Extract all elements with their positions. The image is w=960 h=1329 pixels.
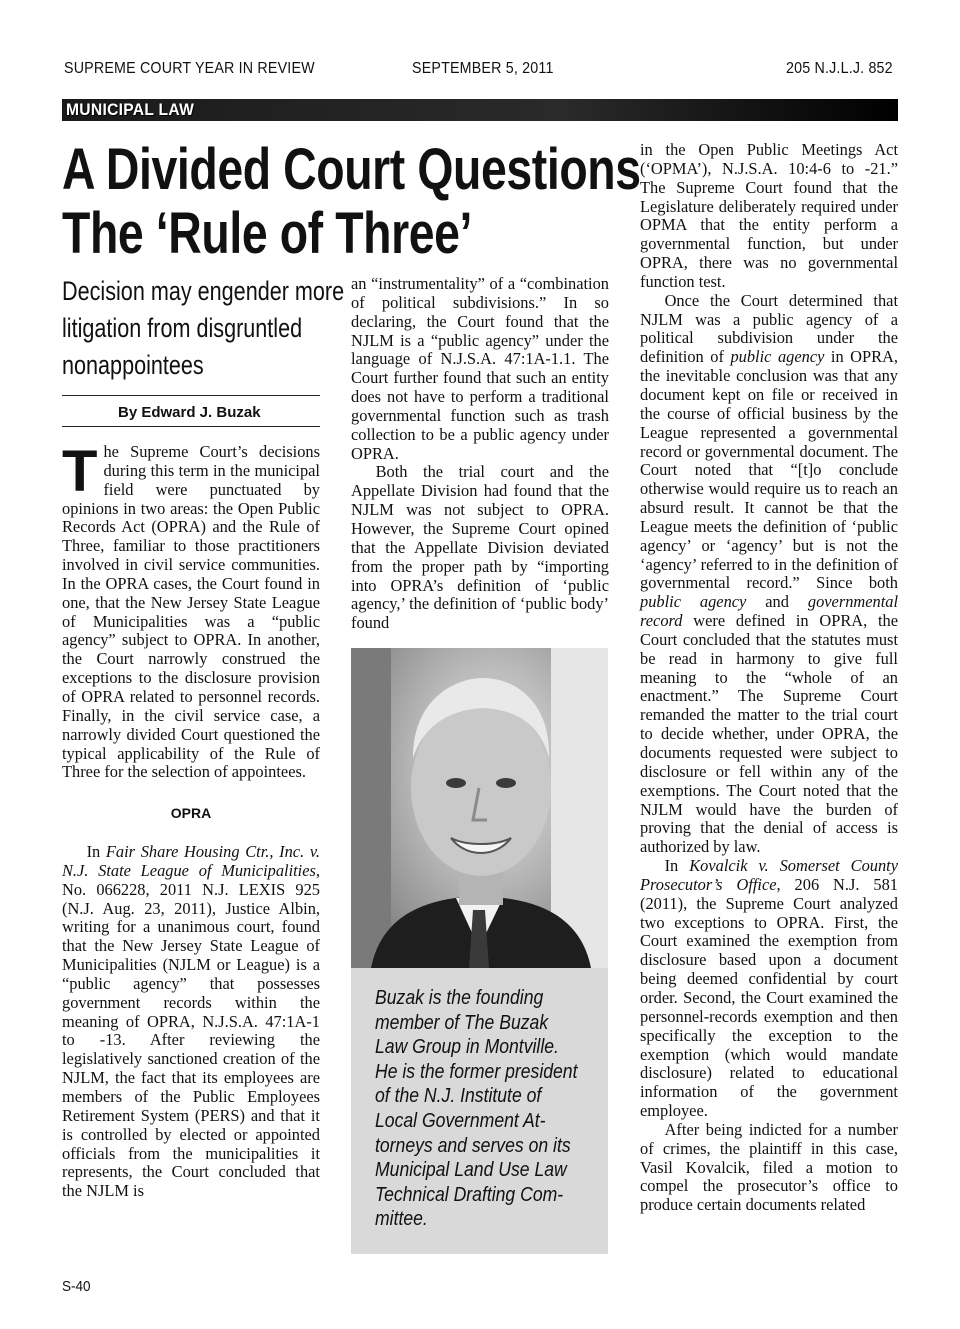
- case-name: Fair Share Housing Ctr., Inc. v. N.J. State League of Municipalities: [62, 842, 320, 880]
- body-column-2: [351, 275, 609, 633]
- author-photo: [351, 648, 608, 968]
- byline-rule-bottom: [62, 426, 320, 427]
- paragraph-trial-court: Both the trial court and the Appellate Division had found that the NJLM was not subject to OPRA. However, the Supreme Court opined that the Appellate Division deviated from the proper path by “importing into OPRA’s definition of ‘public agency,’ the definition of ‘public body’ found: [351, 462, 609, 633]
- drop-cap: T: [62, 439, 98, 504]
- background-shadow: [351, 648, 391, 968]
- subhead-opra: OPRA: [170, 805, 212, 822]
- body-column-1: [62, 439, 320, 1201]
- issue-date: SEPTEMBER 5, 2011: [412, 60, 554, 77]
- byline-rule-top: [62, 395, 320, 396]
- photo-caption-box: [351, 968, 608, 1254]
- section-banner: [62, 99, 898, 121]
- headline: [62, 137, 641, 266]
- deck-line-3: nonappointees: [62, 350, 204, 380]
- case-name-kovalcik: Kovalcik v. Somerset County Prosecutor’s Office: [640, 856, 898, 894]
- right-eye: [496, 778, 516, 788]
- paragraph-instrumentality: an “instrumentality” of a “combination of political subdivisions.” In so declaring, the Court found that the NJLM is a “public agency” under the language of N.J.S.A. 47:1A-1.1. The Court further found that such an entity does not have to perform a traditional governmental function such as trash collection to be a public agency under OPRA.: [351, 274, 609, 463]
- deck-line-2: litigation from disgruntled: [62, 313, 303, 343]
- citation: 205 N.J.L.J. 852: [786, 60, 893, 77]
- headline-line-2: The ‘Rule of Three’: [62, 201, 473, 266]
- paragraph-court-determined: Once the Court determined that NJLM was a public agency of a political subdivision under the definition of public agency in OPRA, the inevitable conclusion was that any document kept on file or received in the course of official business by the League represented a governmental record or governmental document. The Court noted that “[t]o conclude otherwise would require us to reach an absurd result. It cannot be that the League meets the definition of ‘public agency’ or ‘agency’ but is not the ‘agency’ referred to in the definition of governmental record.” Since both public agency and governmental record were defined in OPRA, the Court concluded that the statutes must be read in harmony to give full meaning to the “whole of an enactment.” The Supreme Court remanded the matter to the trial court to decide whether, under OPRA, the documents requested were subject to disclosure or fell within any of the exemptions. The Court noted that the NJLM would have the burden of proving that the denial of access is authorized by law.: [640, 290, 899, 857]
- left-eye: [446, 778, 466, 788]
- publication-name: SUPREME COURT YEAR IN REVIEW: [64, 60, 315, 77]
- paragraph-opma: in the Open Public Meetings Act (‘OPMA’), N.J.S.A. 10:4-6 to -21.” The Supreme Court found that the Legislature deliberately required under OPMA that the entity perform a governmental function, but under OPRA, there was no governmental function test.: [640, 140, 898, 291]
- page-number: S-40: [62, 1278, 91, 1295]
- headline-line-1: A Divided Court Questions: [62, 137, 641, 202]
- portrait-illustration: [351, 648, 608, 968]
- paragraph-indicted: After being indicted for a number of crimes, the plaintiff in this case, Vasil Kovalcik, filed a motion to compel the prosecutor’s office to produce certain documents related: [640, 1119, 898, 1215]
- intro-paragraph: The Supreme Court’s decisions during this term in the municipal field were punctuated by opinions in two areas: the Open Public Records Act (OPRA) and the Rule of Three, familiar to those practitioners involved in civil service communities. In the OPRA cases, the Court found in one, that the New Jersey State League of Municipalities was a “public agency” subject to OPRA. In another, the Court narrowly construed the exceptions to the disclosure provision of OPRA related to personnel records. Finally, in the civil service case, a narrowly divided Court questioned the typical applicability of the Rule of Three for the selection of appointees.: [62, 439, 320, 782]
- photo-caption: Buzak is the founding member of The Buzak Law Group in Montville. He is the former president of the N.J. Institute of Local Government At- torneys and serves on its Municipal Land Use Law Technical Drafting Com- mittee.: [375, 987, 578, 1231]
- deck: [62, 273, 344, 384]
- deck-line-1: Decision may engender more: [62, 276, 345, 306]
- section-label: MUNICIPAL LAW: [66, 100, 195, 119]
- paragraph-fair-share: In Fair Share Housing Ctr., Inc. v. N.J. State League of Municipalities, No. 066228, 2011 N.J. LEXIS 925 (N.J. Aug. 23, 2011), Justice Albin, writing for a unanimous court, found that the New Jersey State League of Municipalities (NJLM or League) is a “public agency” that possesses government records within the meaning of OPRA, N.J.S.A. 47:1A-1 to -13. After reviewing the legislatively sanctioned creation of the NJLM, the fact that its employees are members of the Public Employees Retirement System (PERS) and that it is controlled by elected or appointed officials from the municipalities it represents, the Court concluded that the NJLM is: [62, 842, 320, 1201]
- paragraph-kovalcik: In Kovalcik v. Somerset County Prosecutor’s Office, 206 N.J. 581 (2011), the Supreme Court analyzed two exceptions to OPRA. First, the Court examined the exemption from disclosure based upon a document being deemed confidential by court order. Second, the Court examined the personnel-records exemption and then specifically the exception to the exemption (which would mandate disclosure) related to educational information of the government employee.: [640, 856, 898, 1121]
- body-column-3: [640, 141, 898, 1215]
- byline: By Edward J. Buzak: [118, 404, 261, 421]
